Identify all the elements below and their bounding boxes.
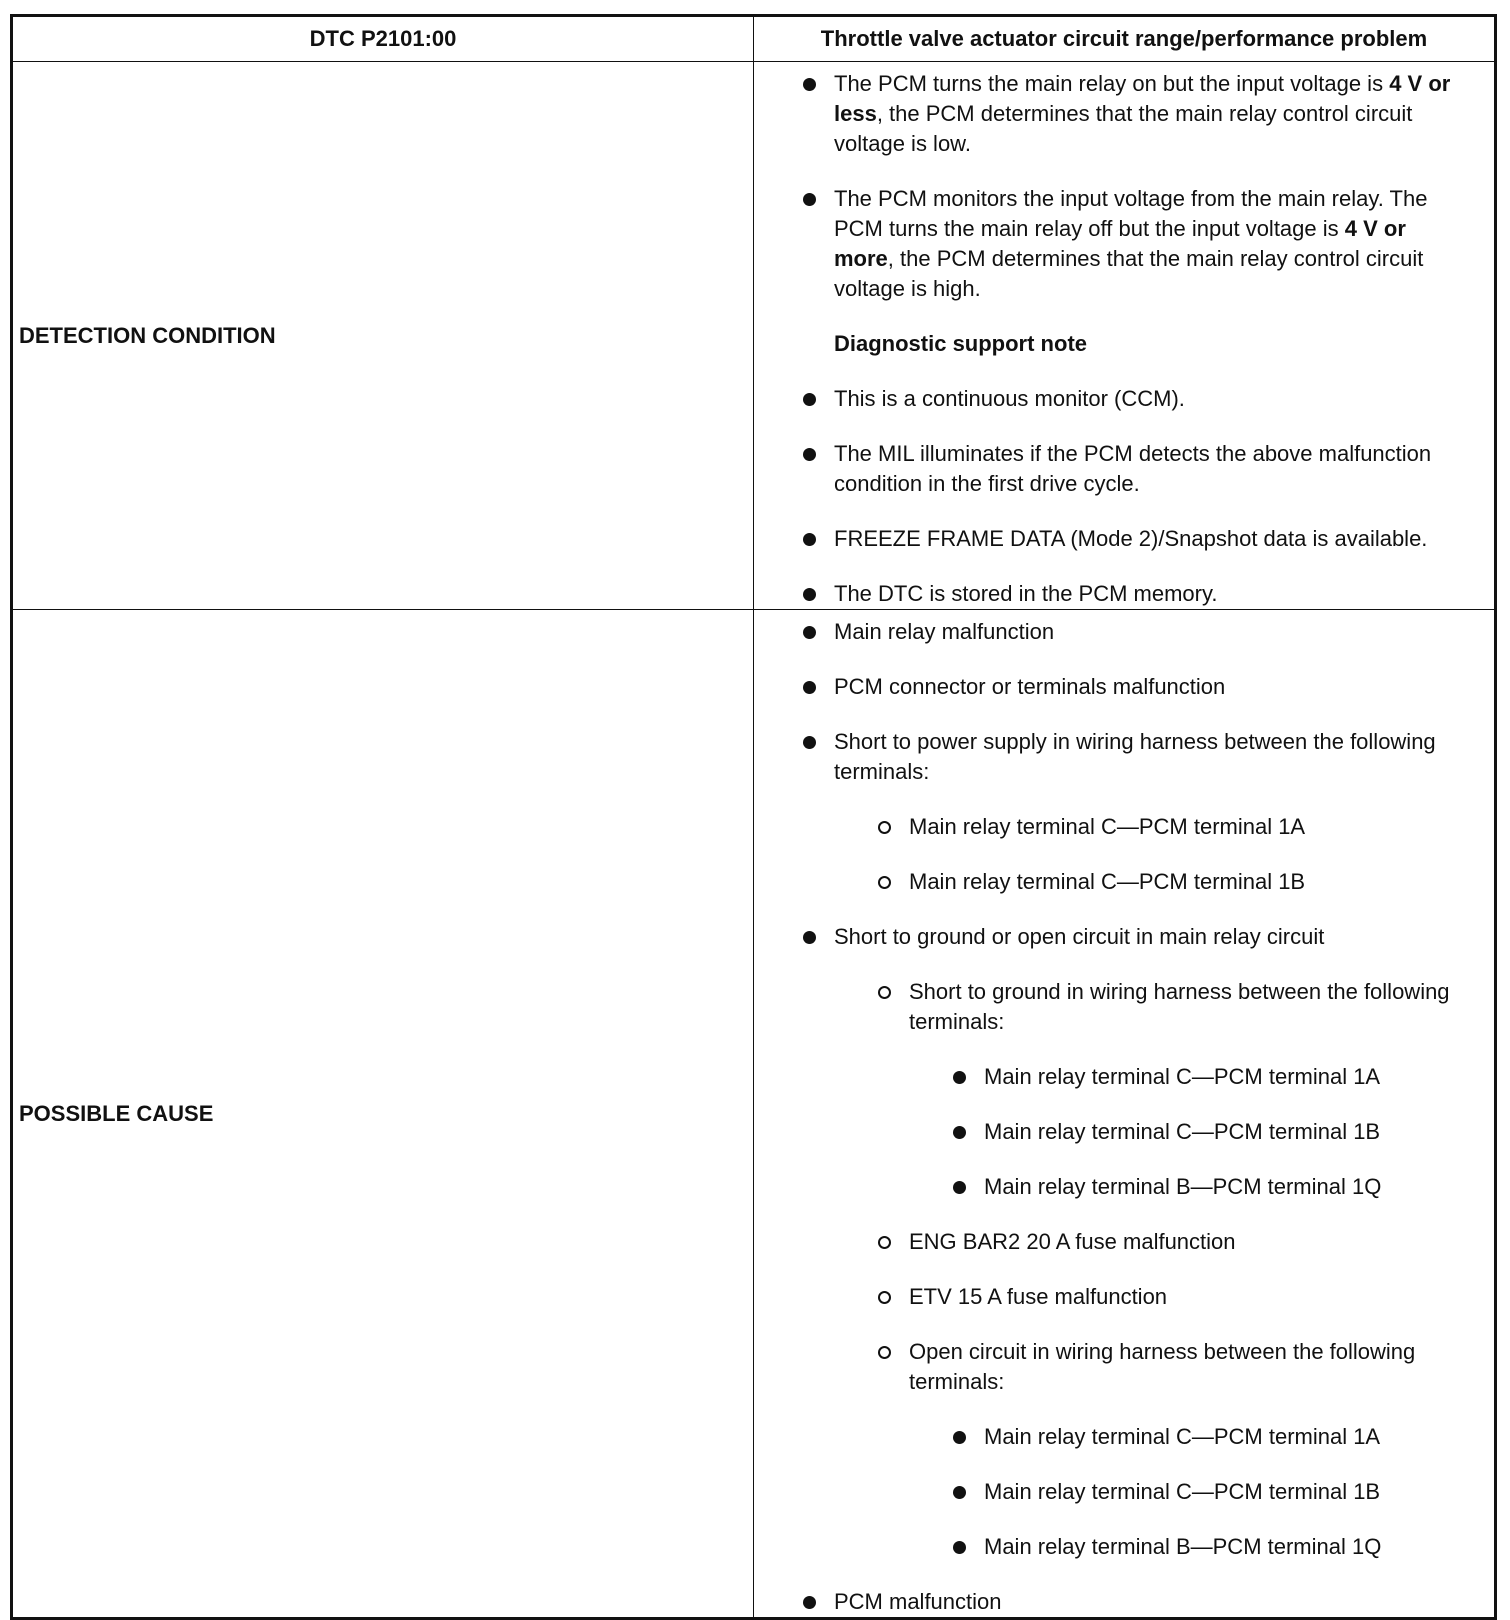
cause-item: Short to power supply in wiring harness between the following terminals: bbox=[754, 727, 1494, 787]
header-row bbox=[12, 16, 1496, 62]
cause-subitem: Main relay terminal C—PCM terminal 1B bbox=[754, 867, 1494, 897]
cause-subitem: ENG BAR2 20 A fuse malfunction bbox=[754, 1227, 1494, 1257]
possible-cause-row bbox=[12, 610, 1496, 1619]
detection-item: The PCM turns the main relay on but the input voltage is 4 V or less, the PCM determines that the main relay control circuit voltage is low. bbox=[754, 69, 1494, 159]
cause-subitem: Open circuit in wiring harness between the following terminals: bbox=[754, 1337, 1494, 1397]
hollow-bullet-icon bbox=[878, 1236, 891, 1249]
detection-row bbox=[12, 62, 1496, 610]
voltage-threshold: 4 V or less bbox=[834, 71, 1451, 126]
hollow-bullet-icon bbox=[878, 876, 891, 889]
cause-item: PCM connector or terminals malfunction bbox=[754, 672, 1494, 702]
cause-subsubitem: Main relay terminal B—PCM terminal 1Q bbox=[754, 1172, 1494, 1202]
detection-item: The DTC is stored in the PCM memory. bbox=[754, 579, 1494, 609]
cause-subsubitem: Main relay terminal C—PCM terminal 1B bbox=[754, 1477, 1494, 1507]
cause-subitem: Short to ground in wiring harness between the following terminals: bbox=[754, 977, 1494, 1037]
hollow-bullet-icon bbox=[878, 821, 891, 834]
dtc-code-header: DTC P2101:00 bbox=[12, 16, 754, 62]
bullet-icon bbox=[803, 533, 816, 546]
cause-item: Short to ground or open circuit in main relay circuit bbox=[754, 922, 1494, 952]
dtc-table bbox=[10, 14, 1497, 1620]
cause-subsubitem: Main relay terminal C—PCM terminal 1A bbox=[754, 1422, 1494, 1452]
cause-subsubitem: Main relay terminal B—PCM terminal 1Q bbox=[754, 1532, 1494, 1562]
cause-subitem: ETV 15 A fuse malfunction bbox=[754, 1282, 1494, 1312]
cause-item: Main relay malfunction bbox=[754, 617, 1494, 647]
bullet-icon bbox=[953, 1431, 966, 1444]
bullet-icon bbox=[803, 681, 816, 694]
detection-condition-content bbox=[754, 62, 1496, 610]
bullet-icon bbox=[803, 193, 816, 206]
bullet-icon bbox=[953, 1486, 966, 1499]
bullet-icon bbox=[953, 1126, 966, 1139]
bullet-icon bbox=[803, 78, 816, 91]
bullet-icon bbox=[803, 736, 816, 749]
bullet-icon bbox=[803, 448, 816, 461]
bullet-icon bbox=[803, 588, 816, 601]
detection-item: The MIL illuminates if the PCM detects the above malfunction condition in the first drive cycle. bbox=[754, 439, 1494, 499]
detection-item: The PCM monitors the input voltage from the main relay. The PCM turns the main relay off but the input voltage is 4 V or more, the PCM determines that the main relay control circuit voltage is high. bbox=[754, 184, 1494, 304]
possible-cause-label: POSSIBLE CAUSE bbox=[12, 610, 754, 1619]
hollow-bullet-icon bbox=[878, 986, 891, 999]
bullet-icon bbox=[803, 626, 816, 639]
hollow-bullet-icon bbox=[878, 1291, 891, 1304]
bullet-icon bbox=[953, 1541, 966, 1554]
detection-condition-label: DETECTION CONDITION bbox=[12, 62, 754, 610]
cause-item: PCM malfunction bbox=[754, 1587, 1494, 1617]
cause-subitem: Main relay terminal C—PCM terminal 1A bbox=[754, 812, 1494, 842]
detection-item: FREEZE FRAME DATA (Mode 2)/Snapshot data is available. bbox=[754, 524, 1494, 554]
bullet-icon bbox=[803, 1596, 816, 1609]
possible-cause-content bbox=[754, 610, 1496, 1619]
bullet-icon bbox=[953, 1071, 966, 1084]
bullet-icon bbox=[803, 931, 816, 944]
diagnostic-support-note-title: Diagnostic support note bbox=[834, 331, 1087, 356]
cause-subsubitem: Main relay terminal C—PCM terminal 1B bbox=[754, 1117, 1494, 1147]
dtc-title-header: Throttle valve actuator circuit range/performance problem bbox=[754, 16, 1496, 62]
voltage-threshold: 4 V or more bbox=[834, 216, 1406, 271]
detection-item: This is a continuous monitor (CCM). bbox=[754, 384, 1494, 414]
bullet-icon bbox=[953, 1181, 966, 1194]
hollow-bullet-icon bbox=[878, 1346, 891, 1359]
bullet-icon bbox=[803, 393, 816, 406]
cause-subsubitem: Main relay terminal C—PCM terminal 1A bbox=[754, 1062, 1494, 1092]
